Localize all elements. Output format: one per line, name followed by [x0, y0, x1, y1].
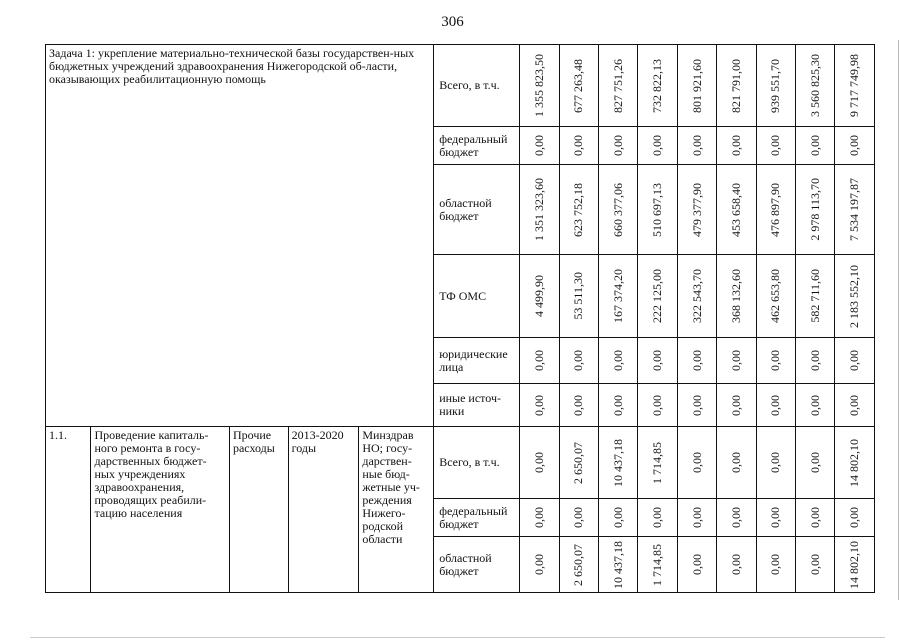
value-cell: 510 697,13: [650, 182, 665, 237]
value-cell: 10 437,18: [610, 438, 625, 487]
value-cell: 660 377,06: [610, 182, 625, 237]
task-title: Задача 1: укрепление материально-технической базы государствен-ных бюджетных учреждений здравоохранения Нижегородской об-ласти, оказывающих реабилитационную помощь: [46, 45, 434, 427]
value-cell: 14 802,10: [847, 438, 862, 487]
task-source-legal: юридические лица: [434, 338, 520, 384]
value-cell: 2 650,07: [571, 441, 586, 484]
value-cell: 623 752,18: [571, 182, 586, 237]
value-cell: 0,00: [728, 554, 743, 575]
item-category: Прочие расходы: [229, 427, 288, 593]
value-cell: 462 653,80: [768, 269, 783, 323]
item-row-total: [46, 427, 875, 499]
value-cell: 0,00: [531, 394, 546, 416]
value-cell: 453 658,40: [728, 182, 743, 237]
page-number: 306: [441, 14, 464, 30]
value-cell: 0,00: [650, 507, 665, 528]
value-cell: 677 263,48: [571, 58, 586, 113]
value-cell: 14 802,10: [847, 540, 862, 589]
value-cell: 0,00: [610, 135, 625, 156]
value-cell: 0,00: [531, 452, 546, 473]
value-cell: 2 650,07: [571, 543, 586, 586]
item-source-regional: областной бюджет: [434, 537, 520, 593]
value-cell: 2 183 552,10: [847, 264, 862, 328]
value-cell: 0,00: [768, 507, 783, 528]
value-cell: 0,00: [531, 554, 546, 575]
value-cell: 0,00: [531, 350, 546, 371]
task-source-total: Всего, в т.ч.: [434, 45, 520, 127]
value-cell: 53 511,30: [571, 272, 586, 320]
value-cell: 0,00: [689, 554, 704, 575]
item-source-federal: федеральный бюджет: [434, 499, 520, 537]
value-cell: 0,00: [610, 394, 625, 416]
value-cell: 582 711,60: [807, 269, 822, 323]
value-cell: 0,00: [650, 394, 665, 416]
value-cell: 0,00: [571, 394, 586, 416]
value-cell: 0,00: [650, 135, 665, 156]
item-period: 2013-2020 годы: [288, 427, 359, 593]
value-cell: 0,00: [807, 507, 822, 528]
value-cell: 476 897,90: [768, 182, 783, 237]
value-cell: 0,00: [728, 350, 743, 371]
value-cell: 7 534 197,87: [847, 178, 862, 241]
value-cell: 322 543,70: [689, 269, 704, 323]
value-cell: 0,00: [807, 554, 822, 575]
value-cell: 0,00: [571, 135, 586, 156]
task-source-tfoms: ТФ ОМС: [434, 255, 520, 338]
value-cell: 0,00: [610, 507, 625, 528]
value-cell: 2 978 113,70: [807, 178, 822, 241]
value-cell: 0,00: [768, 394, 783, 416]
value-cell: 0,00: [847, 135, 862, 156]
value-cell: 0,00: [728, 394, 743, 416]
value-cell: 0,00: [728, 452, 743, 473]
task-source-federal: федеральный бюджет: [434, 127, 520, 165]
value-cell: 1 355 823,50: [531, 54, 546, 117]
value-cell: 0,00: [571, 507, 586, 528]
value-cell: 0,00: [689, 135, 704, 156]
item-executor: Минздрав НО; госу-дарствен-ные бюд-жетные уч-реждения Нижего-родской области: [359, 427, 434, 593]
value-cell: 0,00: [689, 350, 704, 371]
value-cell: 0,00: [847, 394, 862, 416]
value-cell: 479 377,90: [689, 182, 704, 237]
value-cell: 0,00: [768, 350, 783, 371]
value-cell: 0,00: [807, 452, 822, 473]
item-source-total: Всего, в т.ч.: [434, 427, 520, 499]
value-cell: 827 751,26: [610, 58, 625, 113]
value-cell: 0,00: [728, 507, 743, 528]
value-cell: 732 822,13: [650, 58, 665, 113]
value-cell: 0,00: [531, 507, 546, 528]
value-cell: 0,00: [689, 452, 704, 473]
item-name: Проведение капиталь-ного ремонта в госу-дарственных бюджет-ных учреждениях здравоохранения, проводящих реабили-тацию населения: [91, 427, 229, 593]
value-cell: 0,00: [689, 507, 704, 528]
value-cell: 1 351 323,60: [531, 178, 546, 241]
value-cell: 0,00: [531, 135, 546, 156]
value-cell: 939 551,70: [768, 58, 783, 113]
value-cell: 1 714,85: [650, 543, 665, 586]
value-cell: 801 921,60: [689, 58, 704, 113]
value-cell: 821 791,00: [728, 58, 743, 113]
value-cell: 3 560 825,30: [807, 54, 822, 117]
value-cell: 0,00: [847, 350, 862, 371]
value-cell: 368 132,60: [728, 269, 743, 323]
task-source-regional: областной бюджет: [434, 165, 520, 255]
value-cell: 222 125,00: [650, 269, 665, 323]
value-cell: 167 374,20: [610, 269, 625, 323]
value-cell: 0,00: [807, 394, 822, 416]
value-cell: 0,00: [807, 350, 822, 371]
value-cell: 0,00: [768, 554, 783, 575]
value-cell: 0,00: [571, 350, 586, 371]
scan-edge-line: [898, 40, 899, 600]
task-source-other: иные источ-ники: [434, 384, 520, 427]
value-cell: 10 437,18: [610, 540, 625, 589]
value-cell: 0,00: [768, 452, 783, 473]
value-cell: 0,00: [650, 350, 665, 371]
task-row-total: [46, 45, 875, 127]
value-cell: 0,00: [847, 507, 862, 528]
value-cell: 4 499,90: [531, 275, 546, 317]
value-cell: 1 714,85: [650, 441, 665, 484]
value-cell: 9 717 749,98: [847, 54, 862, 117]
scan-edge-line: [30, 637, 885, 638]
value-cell: 0,00: [768, 135, 783, 156]
item-number: 1.1.: [46, 427, 91, 593]
budget-table: [45, 44, 875, 593]
value-cell: 0,00: [807, 135, 822, 156]
value-cell: 0,00: [728, 135, 743, 156]
value-cell: 0,00: [610, 350, 625, 371]
value-cell: 0,00: [689, 394, 704, 416]
